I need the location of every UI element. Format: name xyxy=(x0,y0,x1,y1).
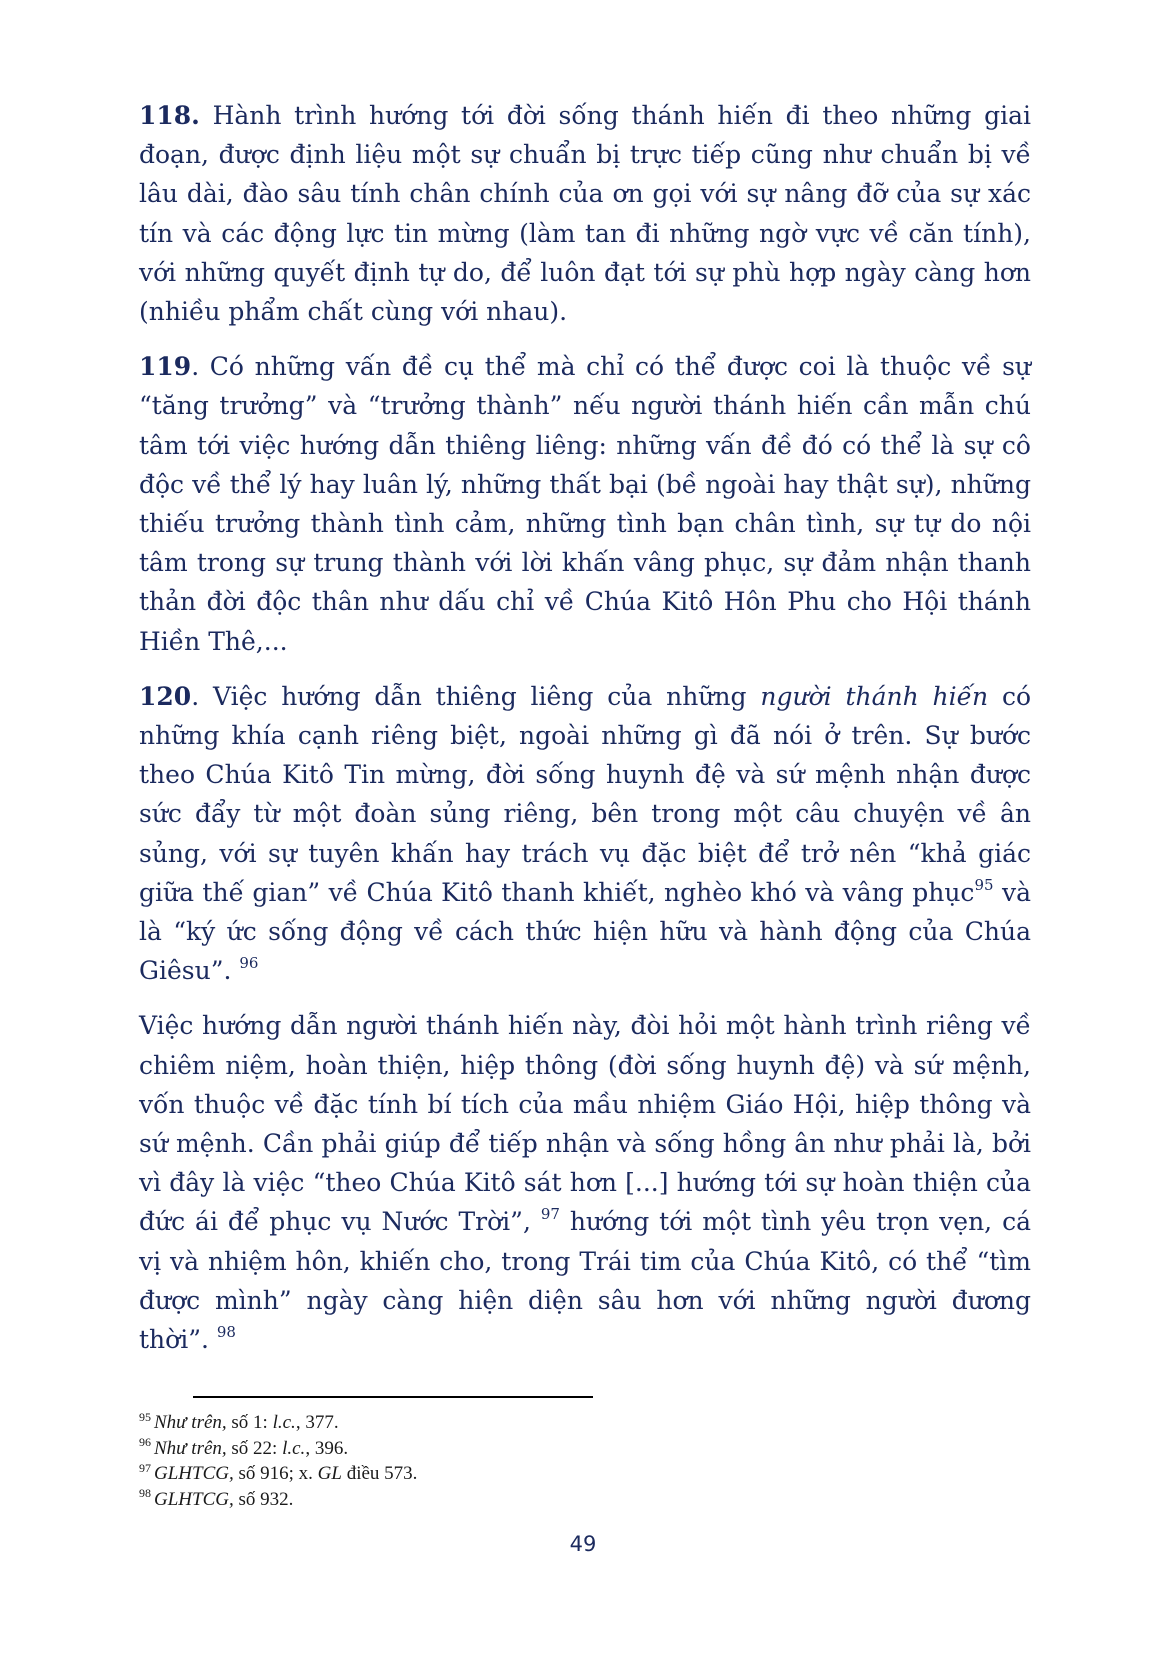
paragraph-text: . Việc hướng dẫn thiêng liêng của những xyxy=(191,681,761,711)
paragraph-text: . Có những vấn đề cụ thể mà chỉ có thể được coi là thuộc về sự “tăng trưởng” và “trưởng thành” nếu người thánh hiến cần mẫn chú tâm tới việc hướng dẫn thiêng liêng: những vấn đề đó có thể là sự cô độc về thể lý hay luân lý, những thất bại (bề ngoài hay thật sự), những thiếu trưởng thành tình cảm, những tình bạn chân tình, sự tự do nội tâm trong sự trung thành với lời khấn vâng phục, sự đảm nhận thanh thản đời độc thân như dấu chỉ về Chúa Kitô Hôn Phu cho Hội thánh Hiền Thê,... xyxy=(139,352,1031,656)
footnote-item xyxy=(139,1410,1031,1436)
footnote-text: số 1: xyxy=(226,1412,273,1433)
footnote-ref-95[interactable]: 95 xyxy=(974,875,994,894)
footnote-number: 96 xyxy=(139,1435,151,1450)
paragraph-continuation xyxy=(139,1006,1031,1359)
footnote-italic: GLHTCG, xyxy=(154,1488,234,1510)
footnote-italic: Như trên, xyxy=(154,1437,227,1459)
footnote-number: 95 xyxy=(139,1409,151,1424)
footnote-text: điều 573. xyxy=(341,1463,418,1484)
main-text xyxy=(139,96,1031,1375)
footnote-number: 97 xyxy=(139,1460,151,1475)
paragraph-text: Việc hướng dẫn người thánh hiến này, đòi hỏi một hành trình riêng về chiêm niệm, hoàn thiện, hiệp thông (đời sống huynh đệ) và sứ mệnh, vốn thuộc về đặc tính bí tích của mầu nhiệm Giáo Hội, hiệp thông và sứ mệnh. Cần phải giúp để tiếp nhận và sống hồng ân như phải là, bởi vì đây là việc “theo Chúa Kitô sát hơn [...] hướng tới sự hoàn thiện của đức ái để phục vụ Nước Trời”, xyxy=(139,1011,1031,1237)
footnote-text: số 932. xyxy=(233,1488,294,1510)
paragraph-text: và là “ký ức sống động về cách thức hiện hữu và hành động của Chúa Giêsu”. xyxy=(139,877,1031,986)
footnote-text: , 396. xyxy=(305,1437,349,1459)
footnote-italic: l.c. xyxy=(282,1437,306,1459)
footnote-italic: l.c. xyxy=(272,1412,296,1433)
paragraph-text: có những khía cạnh riêng biệt, ngoài những gì đã nói ở trên. Sự bước theo Chúa Kitô Tin mừng, đời sống huynh đệ và sứ mệnh nhận được sức đẩy từ một đoàn sủng riêng, bên trong một câu chuyện về ân sủng, với sự tuyên khấn hay trách vụ đặc biệt để trở nên “khả giác giữa thế gian” về Chúa Kitô thanh khiết, nghèo khó và vâng phục xyxy=(139,681,1032,907)
footnote-italic: Như trên, xyxy=(154,1412,227,1433)
paragraph-text: Hành trình hướng tới đời sống thánh hiến đi theo những giai đoạn, được định liệu một sự chuẩn bị trực tiếp cũng như chuẩn bị về lâu dài, đào sâu tính chân chính của ơn gọi với sự nâng đỡ của sự xác tín và các động lực tin mừng (làm tan đi những ngờ vực về căn tính), với những quyết định tự do, để luôn đạt tới sự phù hợp ngày càng hơn (nhiều phẩm chất cùng với nhau). xyxy=(139,101,1031,327)
footnotes xyxy=(139,1410,1031,1512)
footnote-text: số 916; x. xyxy=(233,1463,318,1484)
paragraph-text: hướng tới một tình yêu trọn vẹn, cá vị và nhiệm hôn, khiến cho, trong Trái tim của Chúa Kitô, có thể “tìm được mình” ngày càng hiện diện sâu hơn với những người đương thời”. xyxy=(139,1207,1031,1355)
footnote-divider xyxy=(193,1396,593,1398)
footnote-italic: GL xyxy=(317,1463,342,1484)
footnote-ref-96[interactable]: 96 xyxy=(239,953,259,972)
footnote-text: số 22: xyxy=(226,1437,283,1459)
footnote-ref-97[interactable]: 97 xyxy=(540,1205,560,1224)
italic-phrase: người thánh hiến xyxy=(760,681,989,711)
footnote-item xyxy=(139,1461,1031,1487)
footnote-italic: GLHTCG, xyxy=(154,1463,234,1484)
paragraph-number: 118. xyxy=(139,101,200,130)
paragraph-119 xyxy=(139,347,1031,661)
footnote-number: 98 xyxy=(139,1486,151,1501)
footnote-item xyxy=(139,1436,1031,1462)
paragraph-number: 120 xyxy=(139,681,192,711)
paragraph-number: 119 xyxy=(139,352,192,382)
paragraph-120 xyxy=(139,677,1031,991)
footnote-text: , 377. xyxy=(295,1412,339,1433)
footnote-item xyxy=(139,1487,1031,1513)
page-number: 49 xyxy=(569,1532,597,1556)
footnote-ref-98[interactable]: 98 xyxy=(216,1322,236,1341)
paragraph-118 xyxy=(139,96,1031,331)
